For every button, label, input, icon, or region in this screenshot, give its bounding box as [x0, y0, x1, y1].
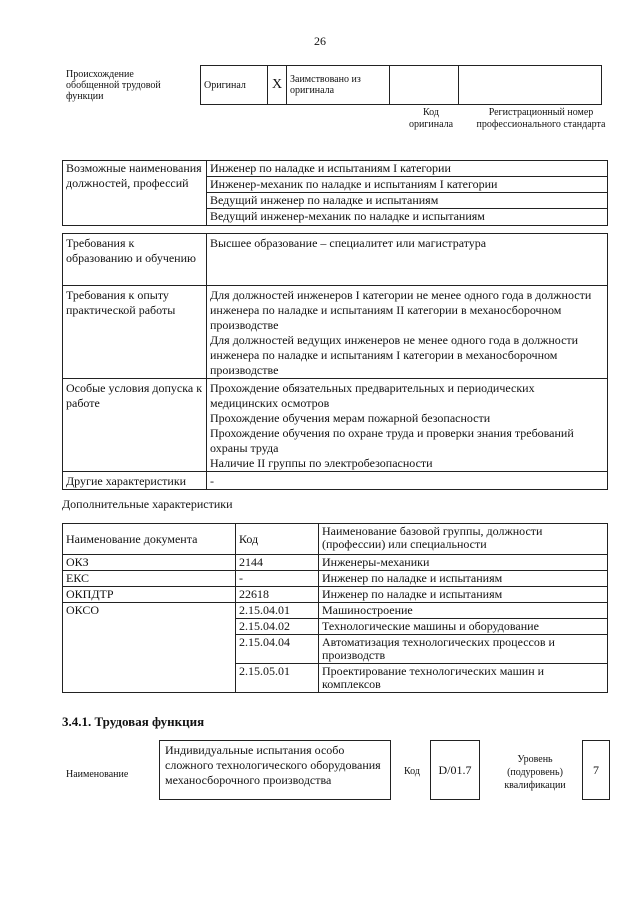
function-name-box: Индивидуальные испытания особо сложного технологического оборудования механосборочного производства	[159, 740, 391, 800]
row-code: 22618	[236, 587, 319, 603]
other-label: Другие характеристики	[63, 472, 207, 490]
row-code: 2.15.05.01	[236, 664, 319, 693]
row-code: 2.15.04.01	[236, 603, 319, 619]
condition-item: Прохождение обучения мерам пожарной безопасности	[210, 411, 491, 425]
conditions-value	[207, 379, 608, 472]
row-code: 2144	[236, 555, 319, 571]
function-level-label: Уровень (подуровень) квалификации	[504, 754, 566, 791]
experience-line: Для должностей ведущих инженеров не менее одного года в должности инженера по наладке и испытаниям I категории в механосборочном производстве	[210, 333, 579, 377]
header-doc: Наименование документа	[63, 524, 236, 555]
origin-code-cell	[390, 66, 459, 105]
table-row	[63, 555, 608, 571]
row-doc: ЕКС	[63, 571, 236, 587]
page-number: 26	[314, 34, 326, 48]
position-item: Ведущий инженер-механик по наладке и испытаниям	[210, 209, 485, 223]
row-name: Инженер по наладке и испытаниям	[319, 587, 608, 603]
origin-reg-cell	[459, 66, 602, 105]
row-name: Технологические машины и оборудование	[319, 619, 608, 635]
additional-heading: Дополнительные характеристики	[62, 497, 233, 511]
experience-label: Требования к опыту практической работы	[63, 286, 207, 379]
header-name: Наименование базовой группы, должности (профессии) или специальности	[319, 524, 608, 555]
origin-borrowed-cell: Заимствовано из оригинала	[287, 66, 390, 105]
condition-item: Прохождение обязательных предварительных и периодических медицинских осмотров	[210, 381, 535, 410]
table-row	[63, 603, 608, 619]
origin-mark-cell: X	[268, 66, 287, 105]
function-name-label: Наименование	[66, 769, 129, 780]
row-name: Автоматизация технологических процессов и производств	[319, 635, 608, 664]
row-name: Проектирование технологических машин и комплексов	[319, 664, 608, 693]
requirements-table	[62, 233, 608, 490]
additional-table	[62, 523, 608, 693]
function-level-box: 7	[582, 740, 610, 800]
position-item: Ведущий инженер по наладке и испытаниям	[207, 193, 607, 209]
origin-code-caption: Код оригинала	[408, 107, 454, 130]
origin-reg-caption: Регистрационный номер профессионального стандарта	[476, 107, 606, 130]
function-code-box: D/01.7	[430, 740, 480, 800]
condition-item: Прохождение обучения по охране труда и проверки знания требований охраны труда	[210, 426, 574, 455]
experience-value	[207, 286, 608, 379]
row-name: Инженер по наладке и испытаниям	[319, 571, 608, 587]
row-doc: ОКПДТР	[63, 587, 236, 603]
education-value: Высшее образование – специалитет или магистратура	[207, 234, 608, 286]
table-row	[63, 571, 608, 587]
origin-original-cell: Оригинал	[201, 66, 268, 105]
other-value: -	[207, 472, 608, 490]
position-item: Инженер по наладке и испытаниям I категории	[207, 161, 607, 177]
position-item: Инженер-механик по наладке и испытаниям I категории	[207, 177, 607, 193]
row-code: -	[236, 571, 319, 587]
conditions-label: Особые условия допуска к работе	[63, 379, 207, 472]
function-code-label: Код	[404, 766, 420, 777]
header-code: Код	[236, 524, 319, 555]
row-name: Инженеры-механики	[319, 555, 608, 571]
education-label: Требования к образованию и обучению	[63, 234, 207, 286]
origin-label: Происхождение обобщенной трудовой функции	[66, 69, 161, 102]
positions-table	[62, 160, 608, 226]
row-doc: ОКСО	[63, 603, 236, 693]
row-code: 2.15.04.02	[236, 619, 319, 635]
positions-label: Возможные наименования должностей, профессий	[63, 161, 207, 226]
condition-item: Наличие II группы по электробезопасности	[210, 456, 433, 470]
experience-line: Для должностей инженеров I категории не менее одного года в должности инженера по наладке и испытаниям II категории в механосборочном производстве	[210, 288, 592, 332]
row-code: 2.15.04.04	[236, 635, 319, 664]
positions-list	[207, 161, 608, 226]
row-name: Машиностроение	[319, 603, 608, 619]
row-doc: ОКЗ	[63, 555, 236, 571]
section-title: 3.4.1. Трудовая функция	[62, 714, 205, 729]
origin-table	[200, 65, 602, 105]
table-row	[63, 587, 608, 603]
